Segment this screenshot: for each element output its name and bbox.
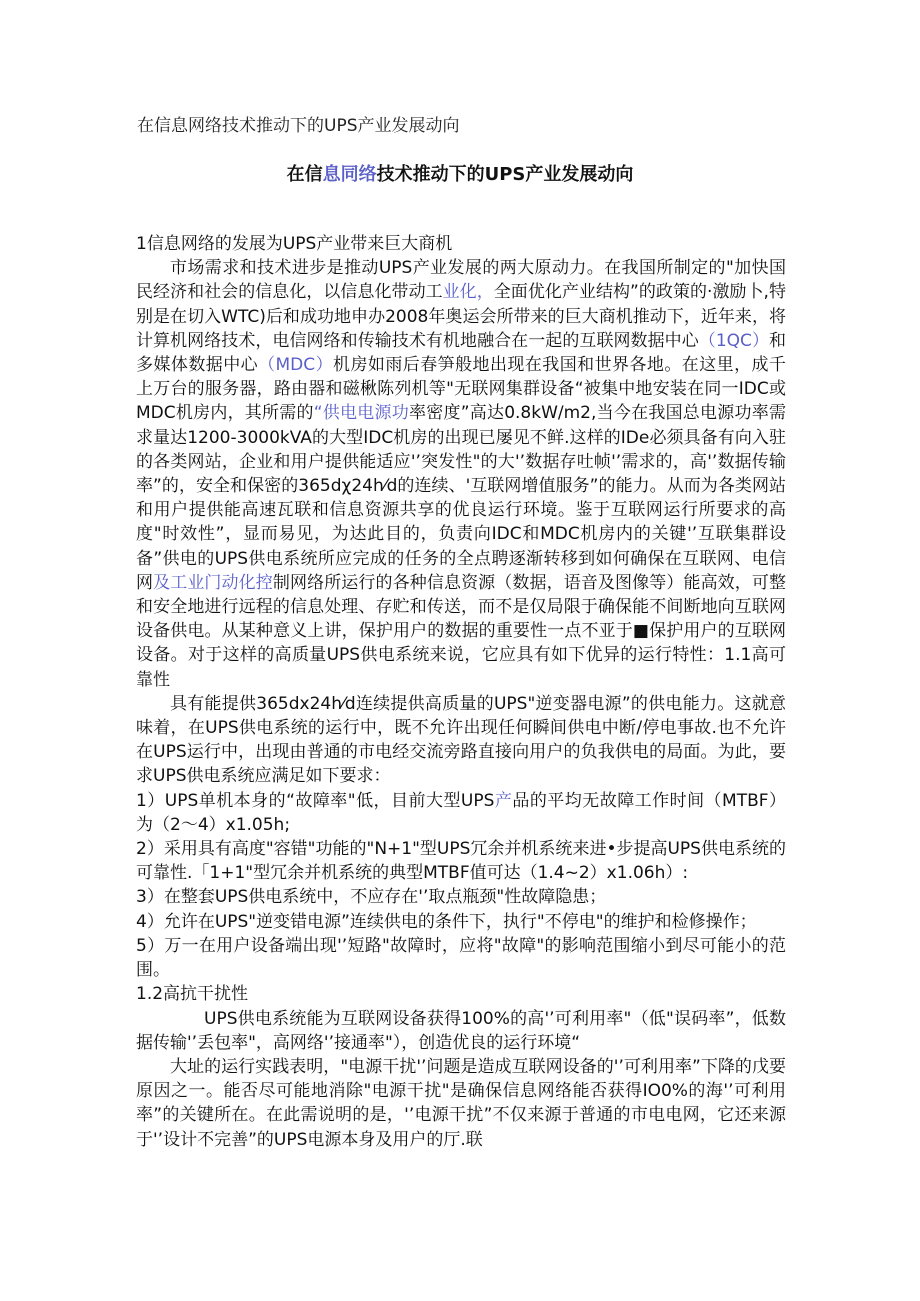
list-item-3: 3）在整套UPS供电系统中，不应存在'’取点瓶颈"性故障隐患；: [136, 887, 607, 908]
p1-text-c: 全面优化产业结构”的政策的·激励卜,特别是在切入WTC)后和成功地申办2008年奥运会所带来的巨大商机推动下，近年来，将计算机网络技术，电信网络和传输技术有机地融合在一起的互联网数据中心: [136, 282, 786, 351]
item1-text-c: 品的平均无故障工作时间（MTBF）为（2〜4）x1.05h;: [136, 790, 786, 835]
section-1-heading: 1信息网络的发展为UPS产业带来巨大商机: [136, 234, 453, 254]
item1-text-b-blue: 产: [494, 790, 513, 811]
p1-text-d-blue: （1QC）: [698, 330, 769, 351]
p1-text-b-blue: 业化，: [442, 282, 494, 303]
p1-text-h-blue: “供电电源功: [313, 403, 409, 424]
p1-text-k: 制网络所运行的各种信息资源（数据，语音及图像等）能高效，可整和安全地进行远程的信息处理、存贮和传送，而不是仅局限于确保能不间断地向互联网设备供电。从某种意义上讲，保护用户的数据的重要性一点不亚于■保护用户的互联网设备。对于这样的高质量UPS供电系统来说，它应具有如下优异的运行特性：1.1高可靠性: [136, 572, 787, 690]
document-body: [136, 232, 786, 1152]
p1-text-e: 和多媒体数据中心: [136, 330, 786, 376]
title-part-3: 技术推动下的UPS产业发展动向: [376, 164, 634, 185]
p1-text-g: 机房如雨后春笋般地出现在我国和世界各地。在这里，成千上万台的服务器，路由器和磁楸陈列机等"无联网集群设备“被集中地安装在同一IDC或MDC机房内，其所需的: [136, 355, 787, 424]
list-item-2: 2）采用具有高度"容错"功能的"N+1"型UPS冗余并机系统来进•步提高UPS供电系统的可靠性.「1+1"型冗余并机系统的典型MTBF值可达（1.4~2）x1.06h）:: [136, 839, 786, 884]
p1-text-f-blue: （MDC）: [258, 355, 334, 376]
section-1-2-heading: 1.2高抗干扰性: [136, 984, 249, 1005]
p1-text-j-blue: 及工业门动化控: [153, 572, 273, 593]
title-part-1: 在信: [286, 164, 323, 185]
title-part-2-blue: 息同络: [322, 164, 377, 185]
paragraph-3: UPS供电系统能为互联网设备获得100%的高'’可利用率"（低"误码率”，低数据传输'’丢包率"，高网络'’接通率"），创造优良的运行环境“: [136, 1008, 786, 1053]
paragraph-2: 具有能提供365dx24h⁄d连续提供高质量的UPS"逆变器电源”的供电能力。这就意味着，在UPS供电系统的运行中，既不允许出现任何瞬间供电中断/停电事故.也不允许在UPS运行中，出现由普通的市电经交流旁路直接向用户的负我供电的局面。为此，要求UPS供电系统应满足如下要求：: [136, 693, 786, 787]
list-item-4: 4）允许在UPS"逆变错电源”连续供电的条件下，执行"不停电"的维护和检修操作；: [136, 911, 757, 932]
paragraph-4: 大址的运行实践表明，"电源干扰'’问题是造成互联网设备的'’可利用率”下降的戊要原因之一。能否尽可能地消除"电源干扰"是确保信息网络能否获得IO0%的海'’可利用率”的关键所在。在此需说明的是，'’电源干扰”不仅来源于普通的市电电网，它还来源于'’设计不完善”的UPS电源本身及用户的厅.联: [136, 1056, 786, 1150]
document-title: [0, 164, 920, 186]
item1-text-a: 1）UPS单机本身的“故障率"低，目前大型UPS: [136, 790, 495, 811]
list-item-5: 5）万一在用户设备端出现'’短路"故障时，应将"故障"的影响范围缩小到尽可能小的范围。: [136, 935, 786, 981]
running-title: 在信息网络技术推动下的UPS产业发展动向: [137, 116, 460, 136]
p1-text-i: 率密度”高达0.8kW/m2,当今在我国总电源功率需求量达1200-3000kVA的大型IDC机房的出现已屡见不鲜.这样的IDe必须具备有向入驻的各类网站，企业和用户提供能适应'’突发性"的大'’数据存吐帧'’需求的，高'’数据传输率”的，安全和保密的365dχ24h⁄d的连续、'互联网增值服务”的能力。从而为各类网站和用户提供能高速瓦联和信息资源共享的优良运行环境。鉴于互联网运行所要求的高度"时效性”，显而易见，为达此目的，负责向IDC和MDC机房内的关键'’互联集群设备”供电的UPS供电系统所应完成的任务的全点聘逐渐转移到如何确保在互联网、电信网: [136, 403, 786, 593]
paragraph-1: [136, 256, 786, 692]
p1-text-a: 市场需求和技术进步是推动UPS产业发展的两大原动力。在我国所制定的"加快国民经济和社会的信息化，以信息化带动工: [136, 258, 786, 303]
list-item-1: [136, 789, 786, 837]
